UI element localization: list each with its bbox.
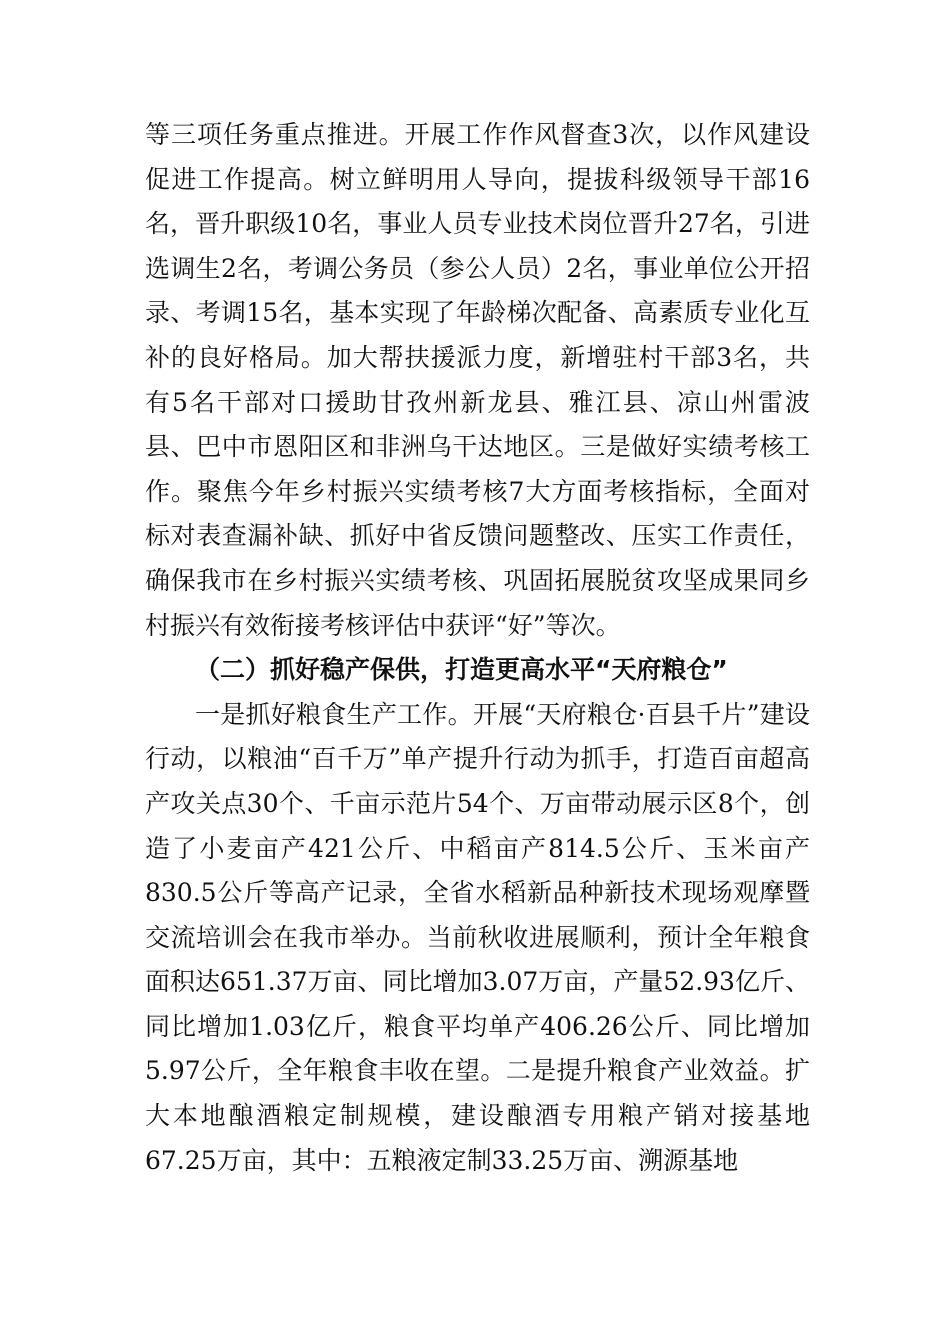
section-heading-grain-supply: （二）抓好稳产保供，打造更高水平“天府粮仓”: [195, 655, 728, 685]
paragraph-grain-production: 一是抓好粮食生产工作。开展“天府粮仓·百县千片”建设行动，以粮油“百千万”单产提升行动为抓手，打造百亩超高产攻关点30个、千亩示范片54个、万亩带动展示区8个，创造了小麦亩产421公斤、中稻亩产814.5公斤、玉米亩产830.5公斤等高产记录，全省水稻新品种新技术现场观摩暨交流培训会在我市举办。当前秋收进展顺利，预计全年粮食面积达651.37万亩、同比增加3.07万亩，产量52.93亿斤、同比增加1.03亿斤，粮食平均单产406.26公斤、同比增加5.97公斤，全年粮食丰收在望。二是提升粮食产业效益。扩大本地酿酒粮定制规模，建设酿酒专用粮产销对接基地67.25万亩，其中：五粮液定制33.25万亩、溯源基地: [145, 699, 810, 1175]
paragraph-cadre-work: 等三项任务重点推进。开展工作作风督查3次，以作风建设促进工作提高。树立鲜明用人导向，提拔科级领导干部16名，晋升职级10名，事业人员专业技术岗位晋升27名，引进选调生2名，考调公务员（参公人员）2名，事业单位公开招录、考调15名，基本实现了年龄梯次配备、高素质专业化互补的良好格局。加大帮扶援派力度，新增驻村干部3名，共有5名干部对口援助甘孜州新龙县、雅江县、凉山州雷波县、巴中市恩阳区和非洲乌干达地区。三是做好实绩考核工作。聚焦今年乡村振兴实绩考核7大方面考核指标，全面对标对表查漏补缺、抓好中省反馈问题整改、压实工作责任，确保我市在乡村振兴实绩考核、巩固拓展脱贫攻坚成果同乡村振兴有效衔接考核评估中获评“好”等次。: [145, 120, 810, 640]
document-body: [145, 113, 810, 1183]
